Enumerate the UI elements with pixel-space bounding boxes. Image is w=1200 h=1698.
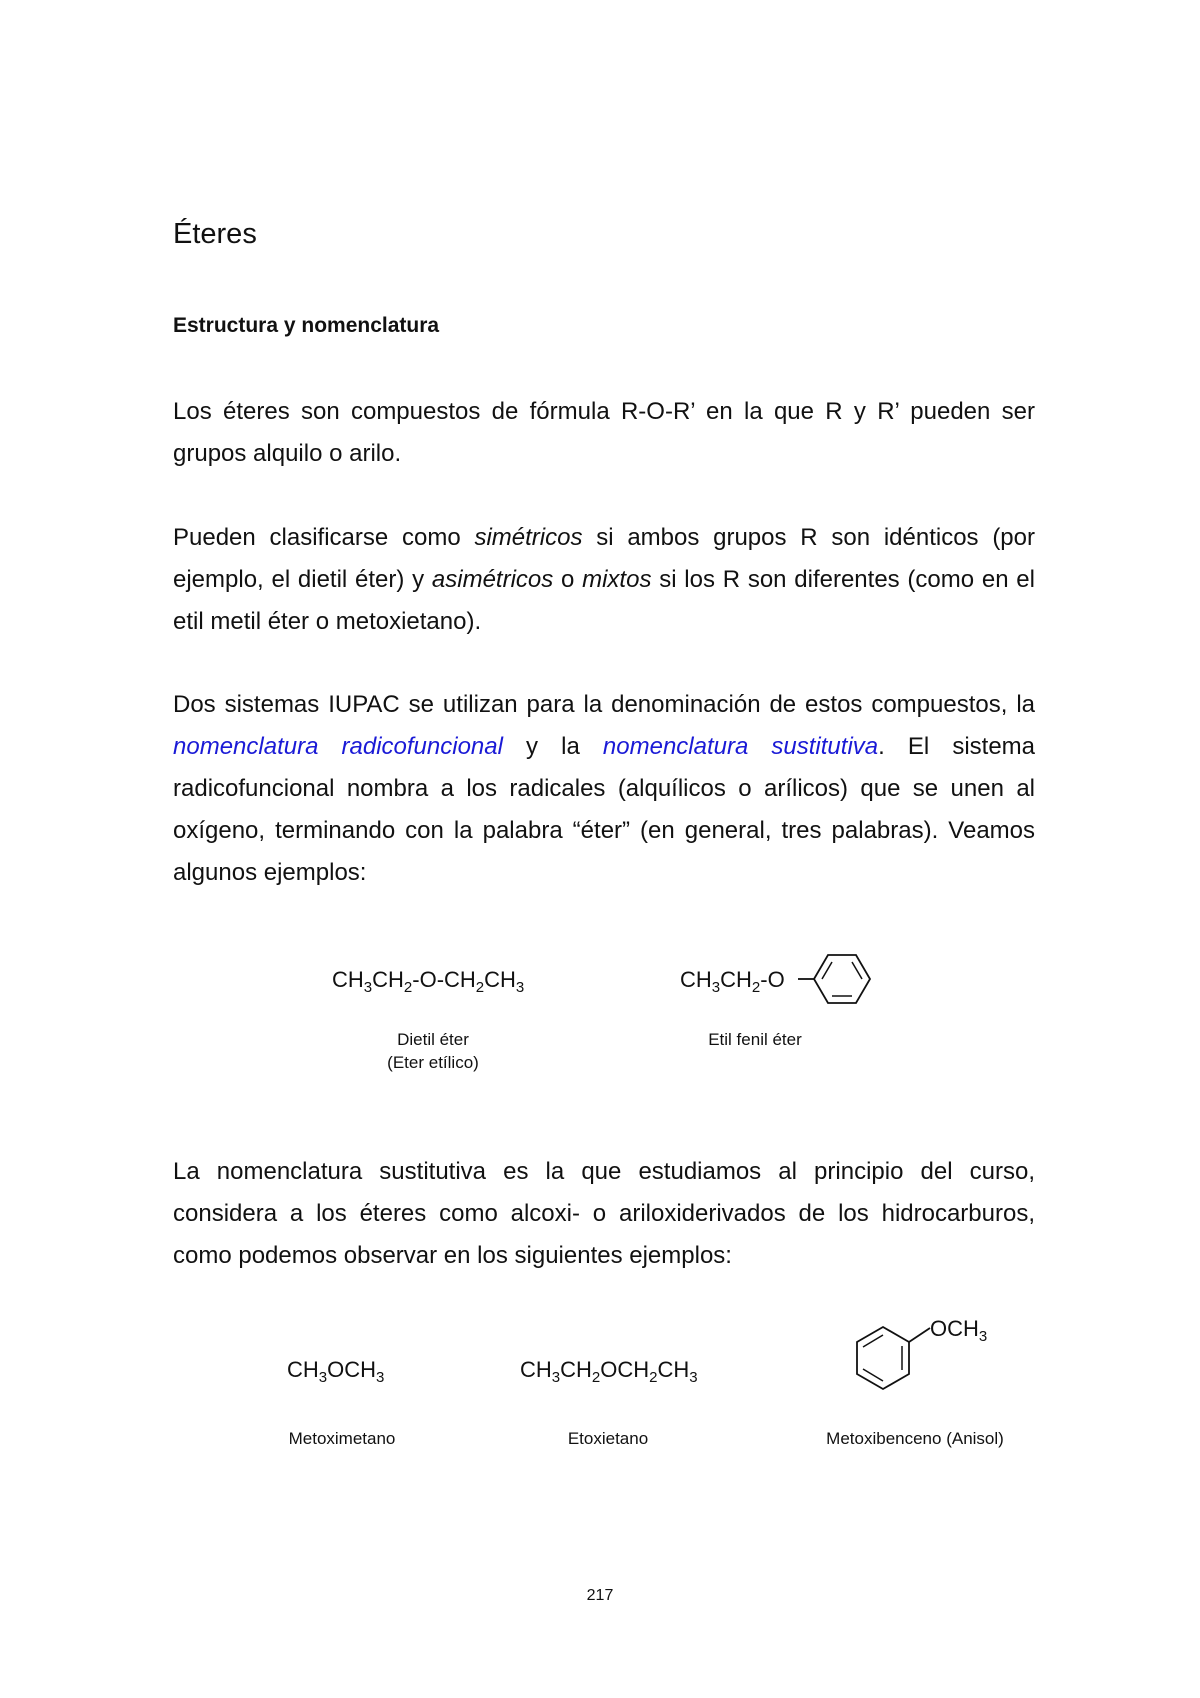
formula-part: -O [760, 967, 785, 992]
emphasis-simetricos: simétricos [474, 524, 583, 551]
compound-name: Metoxibenceno (Anisol) [826, 1429, 1004, 1448]
formula-subscript: 2 [649, 1369, 658, 1386]
ring-outline [857, 1327, 909, 1389]
formula-subscript: 3 [689, 1369, 698, 1386]
formula-part: CH [287, 1357, 319, 1382]
formula-subscript: 2 [403, 979, 413, 996]
page-number: 217 [586, 1587, 614, 1604]
formula-part: OCH [327, 1357, 377, 1382]
compound-name: Etoxietano [567, 1429, 649, 1448]
text-run: Pueden clasificarse como [173, 524, 475, 551]
compound-name: Dietil éter [397, 1030, 469, 1049]
text-run: si los R son diferentes (como en el etil metil éter o metoxietano). [173, 566, 1035, 635]
formula-subscript: 3 [551, 1369, 561, 1386]
formula-metoximetano [287, 1357, 385, 1386]
paragraph-iupac-systems [173, 684, 1035, 894]
formula-part: CH [484, 967, 516, 992]
formula-anisol-substituent [930, 1316, 988, 1345]
caption-etoxietano [538, 1427, 678, 1450]
text-run: o [553, 566, 583, 593]
emphasis-asimetricos: asimétricos [431, 566, 554, 593]
formula-etil-fenil-eter [680, 967, 785, 996]
page-title: Éteres [173, 218, 257, 250]
formula-part: OCH [930, 1316, 979, 1341]
formula-etoxietano [520, 1357, 698, 1386]
caption-dietil-eter [333, 1028, 533, 1074]
paragraph-substitutive: La nomenclatura sustitutiva es la que estudiamos al principio del curso, considera a los éteres como alcoxi- o ariloxiderivados de los hidrocarburos, como podemos observar en los siguientes ejemplos: [173, 1158, 1035, 1269]
formula-subscript: 3 [318, 1369, 328, 1386]
paragraph-definition: Los éteres son compuestos de fórmula R-O-R’ en la que R y R’ pueden ser grupos alquilo o arilo. [173, 398, 1035, 467]
caption-etil-fenil-eter [680, 1028, 830, 1051]
formula-subscript: 3 [376, 1369, 385, 1386]
formula-subscript: 3 [363, 979, 373, 996]
double-bond-line [822, 962, 832, 979]
benzene-ring-icon [795, 940, 895, 1020]
formula-subscript: 2 [591, 1369, 601, 1386]
formula-subscript: 3 [978, 1328, 988, 1345]
text-run: y la [502, 733, 603, 760]
formula-part: CH [680, 967, 712, 992]
double-bond-line [852, 962, 862, 979]
formula-part: OCH [600, 1357, 650, 1382]
emphasis-mixtos: mixtos [582, 566, 652, 593]
formula-part: -O-CH [412, 967, 476, 992]
bond-line [909, 1328, 930, 1342]
formula-subscript: 2 [475, 979, 485, 996]
section-heading: Estructura y nomenclatura [173, 314, 440, 337]
formula-part: CH [720, 967, 752, 992]
formula-dietil-eter [332, 967, 525, 996]
caption-metoximetano [262, 1427, 422, 1450]
term-sustitutiva: nomenclatura sustitutiva [602, 733, 879, 760]
text-run: . El sistema radicofuncional nombra a los radicales (alquílicos o arílicos) que se unen al oxígeno, terminando con la palabra “éter” (en general, tres palabras). Veamos algunos ejemplos: [173, 733, 1035, 886]
formula-part: CH [372, 967, 404, 992]
term-radicofuncional: nomenclatura radicofuncional [173, 733, 503, 760]
caption-anisol [810, 1427, 1020, 1450]
text-run: Dos sistemas IUPAC se utilizan para la denominación de estos compuestos, la [173, 691, 1035, 718]
text-run: si ambos grupos R son idénticos (por ejemplo, el dietil éter) y [173, 524, 1035, 593]
compound-name: Etil fenil éter [708, 1030, 802, 1049]
paragraph-classification [173, 517, 1035, 643]
compound-name: Metoximetano [288, 1429, 396, 1448]
formula-subscript: 3 [515, 979, 525, 996]
formula-part: CH [520, 1357, 552, 1382]
compound-alt-name: (Eter etílico) [387, 1053, 479, 1072]
formula-part: CH [560, 1357, 592, 1382]
formula-part: CH [332, 967, 364, 992]
formula-subscript: 3 [711, 979, 721, 996]
formula-subscript: 2 [751, 979, 761, 996]
formula-part: CH [657, 1357, 690, 1382]
